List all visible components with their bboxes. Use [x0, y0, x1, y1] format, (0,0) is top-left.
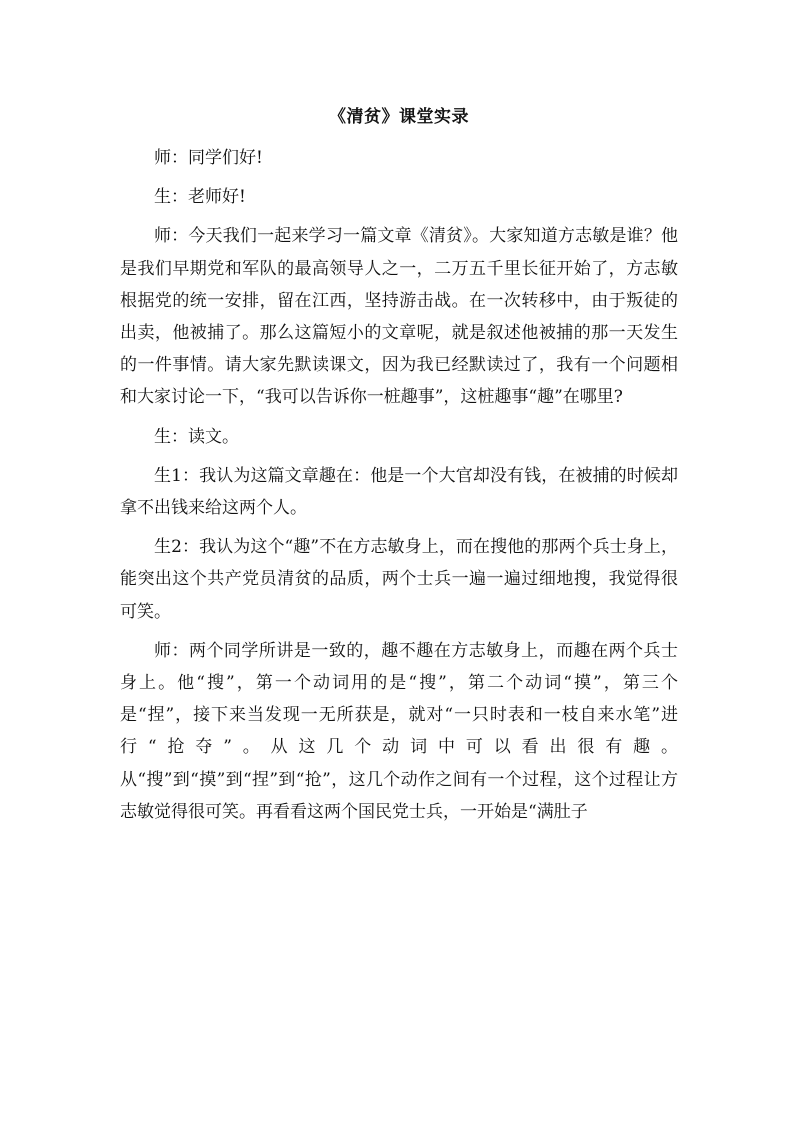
paragraph-student-greeting: 生：老师好! — [154, 187, 246, 208]
paragraph-teacher-analysis: 师：两个同学所讲是一致的，趣不趣在方志敏身上，而趣在两个兵士身上。他“搜”，第一个动词用的是“搜”，第二个动词“摸”，第三个是“捏”，接下来当发现一无所获是，就对“一只时表和一枝自来水笔”进行“抢夺”。从这几个动词中可以看出很有趣。从“搜”到“摸”到“捏”到“抢”，这几个动作之间有一个过程，这个过程让方志敏觉得很可笑。再看看这两个国民党士兵，一开始是“满肚子 — [120, 640, 678, 822]
document-title: 《清贫》课堂实录 — [329, 107, 469, 127]
paragraph-student-2: 生2：我认为这个“趣”不在方志敏身上，而在搜他的那两个兵士身上，能突出这个共产党员清贫的品质，两个士兵一遍一遍过细地搜，我觉得很可笑。 — [120, 537, 678, 622]
paragraph-teacher-intro: 师：今天我们一起来学习一篇文章《清贫》。大家知道方志敏是谁？他是我们早期党和军队的最高领导人之一，二万五千里长征开始了，方志敏根据党的统一安排，留在江西，坚持游击战。在一次转移中，由于叛徒的出卖，他被捕了。那么这篇短小的文章呢，就是叙述他被捕的那一天发生的一件事情。请大家先默读课文，因为我已经默读过了，我有一个问题相和大家讨论一下，“我可以告诉你一桩趣事”，这桩趣事“趣”在哪里? — [120, 226, 678, 408]
document-body — [120, 103, 678, 835]
paragraph-teacher-greeting: 师：同学们好! — [154, 148, 263, 168]
paragraph-student-reading: 生：读文。 — [154, 426, 239, 447]
paragraph-student-1: 生1：我认为这篇文章趣在：他是一个大官却没有钱，在被捕的时候却拿不出钱来给这两个人。 — [120, 465, 678, 519]
